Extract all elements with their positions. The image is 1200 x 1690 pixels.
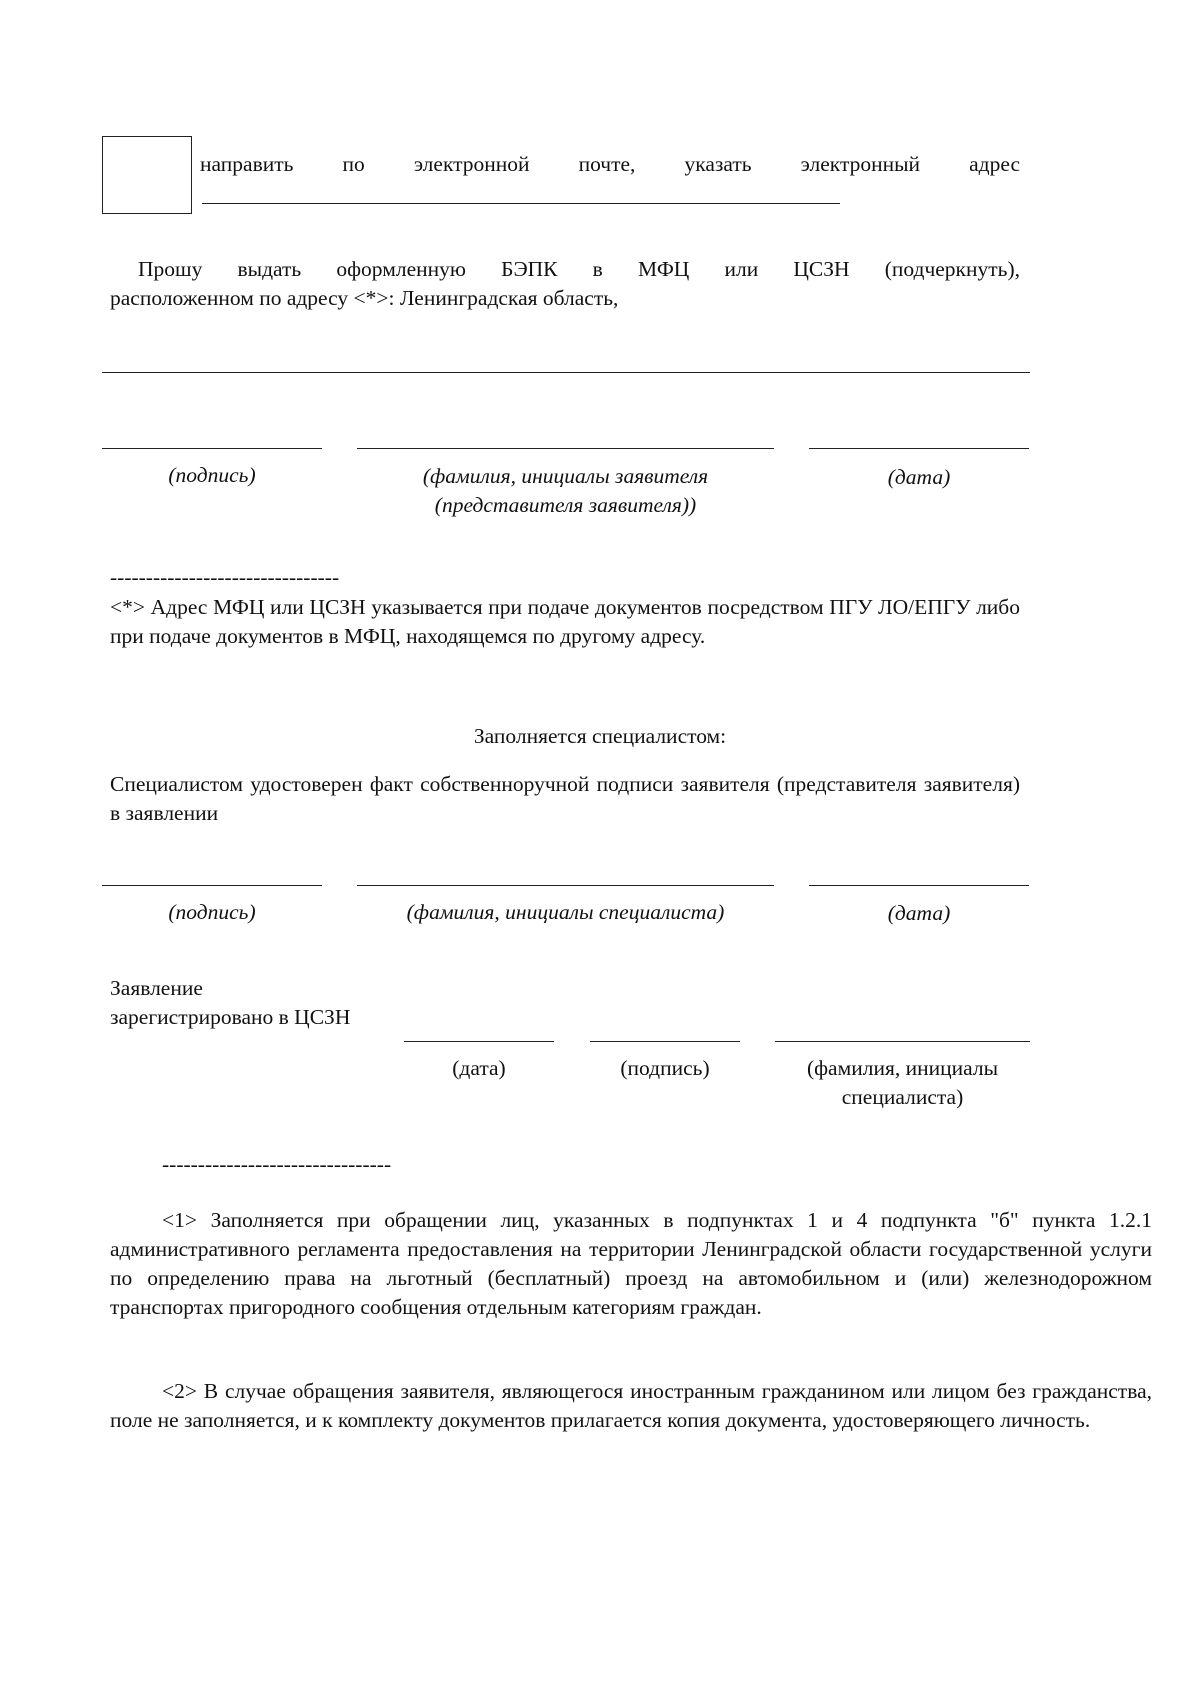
registration-date-caption: (дата) xyxy=(452,1056,506,1080)
applicant-date-caption: (дата) xyxy=(887,465,951,489)
registration-name-line[interactable] xyxy=(775,1041,1030,1042)
specialist-signature-line[interactable] xyxy=(102,885,322,886)
specialist-section-text: Специалистом удостоверен факт собственноручной подписи заявителя (представителя заявителя) в заявлении xyxy=(110,772,1020,825)
applicant-signature-line[interactable] xyxy=(102,448,322,449)
applicant-name-caption-line-1: (фамилия, инициалы заявителя xyxy=(422,464,709,488)
registration-signature-line[interactable] xyxy=(590,1041,740,1042)
registration-label-line-2: зарегистрировано в ЦСЗН xyxy=(110,1005,351,1029)
registration-date-line[interactable] xyxy=(404,1041,554,1042)
applicant-date-line[interactable] xyxy=(809,448,1029,449)
footnote-star-text: <*> Адрес МФЦ или ЦСЗН указывается при подаче документов посредством ПГУ ЛО/ЕПГУ либо при подаче документов в МФЦ, находящемся по другому адресу. xyxy=(110,595,1020,648)
specialist-name-caption: (фамилия, инициалы специалиста) xyxy=(406,900,725,924)
registration-label xyxy=(110,974,410,1032)
specialist-date-caption: (дата) xyxy=(887,901,951,925)
footnote-separator-2: -------------------------------- xyxy=(162,1152,392,1176)
email-option-checkbox[interactable] xyxy=(102,136,192,214)
registration-name-caption-line-2: специалиста) xyxy=(841,1085,964,1109)
specialist-signature-caption: (подпись) xyxy=(168,900,256,924)
footnote-1: <1> Заполняется при обращении лиц, указанных в подпунктах 1 и 4 подпункта "б" пункта 1.2.1 административного регламента предоставления на территории Ленинградской области государственной услуги по определению права на льготный (бесплатный) проезд на автомобильном и (или) железнодорожном транспортах пригородного сообщения отдельным категориям граждан. xyxy=(110,1208,1152,1319)
email-option-label: направить по электронной почте, указать электронный адрес xyxy=(200,152,1020,176)
email-address-field-line[interactable] xyxy=(202,203,840,204)
applicant-name-line[interactable] xyxy=(357,448,774,449)
registration-label-line-1: Заявление xyxy=(110,976,203,1000)
registration-name-caption xyxy=(775,1054,1030,1112)
registration-name-caption-line-1: (фамилия, инициалы xyxy=(806,1056,999,1080)
issue-request-paragraph xyxy=(110,255,1020,313)
specialist-section-heading: Заполняется специалистом: xyxy=(473,724,727,748)
footnote-2: <2> В случае обращения заявителя, являющегося иностранным гражданином или лицом без гражданства, поле не заполняется, и к комплекту документов прилагается копия документа, удостоверяющего личность. xyxy=(110,1379,1152,1432)
applicant-name-caption-line-2: (представителя заявителя)) xyxy=(434,493,697,517)
specialist-date-line[interactable] xyxy=(809,885,1029,886)
specialist-name-line[interactable] xyxy=(357,885,774,886)
applicant-name-caption xyxy=(357,462,774,520)
issue-request-line-1: Прошу выдать оформленную БЭПК в МФЦ или ЦСЗН (подчеркнуть), xyxy=(138,257,1020,281)
applicant-signature-caption: (подпись) xyxy=(168,463,256,487)
issue-request-line-2: расположенном по адресу <*>: Ленинградская область, xyxy=(110,286,619,310)
registration-signature-caption: (подпись) xyxy=(620,1056,710,1080)
footnote-separator: -------------------------------- xyxy=(110,565,340,589)
address-field-line[interactable] xyxy=(102,372,1030,373)
